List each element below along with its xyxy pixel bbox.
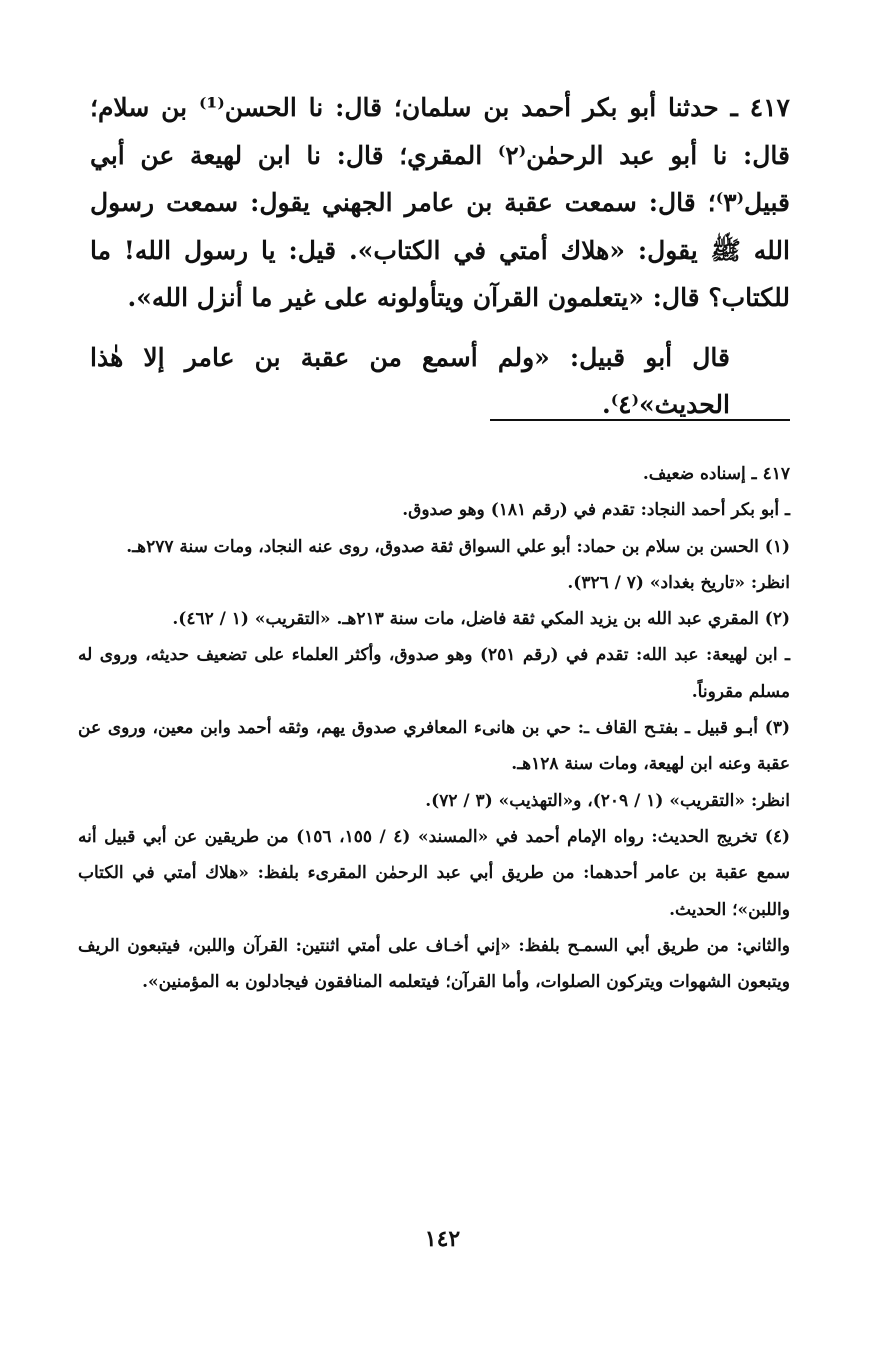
footnote-line: ـ ابن لهيعة: عبد الله: تقدم في (رقم ٢٥١) وهو صدوق، وأكثر العلماء على تضعيف حديثه، وروى له مسلم مقروناً. [78, 645, 790, 702]
footnote-line: (٢) المقري عبد الله بن يزيد المكي ثقة فاضل، مات سنة ٢١٣هـ. «التقريب» (١ / ٤٦٢). [172, 609, 790, 630]
footnote-line: ـ أبو بكر أحمد النجاد: تقدم في (رقم ١٨١) وهو صدوق. [402, 500, 790, 521]
footnotes [78, 456, 790, 1000]
footnote-line: انظر: «التقريب» (١ / ٢٠٩)، و«التهذيب» (٣ / ٧٢). [425, 790, 790, 811]
footnote-separator [490, 419, 790, 421]
footnote-line: (١) الحسن بن سلام بن حماد: أبو علي السواق ثقة صدوق، روى عنه النجاد، ومات سنة ٢٧٧هـ. [126, 536, 790, 557]
hadith-paragraph: ٤١٧ ـ حدثنا أبو بكر أحمد بن سلمان؛ قال: نا الحسن⁽¹⁾ بن سلام؛ قال: نا أبو عبد الرحمٰن⁽٢⁾ المقري؛ قال: نا ابن لهيعة عن أبي قبيل⁽٣⁾؛ قال: سمعت عقبة بن عامر الجهني يقول: سمعت رسول الله ﷺ يقول: «هلاك أمتي في الكتاب». قيل: يا رسول الله! ما للكتاب؟ قال: «يتعلمون القرآن ويتأولونه على غير ما أنزل الله». [90, 93, 790, 312]
main-text [90, 84, 790, 429]
footnote-line: (٤) تخريج الحديث: رواه الإمام أحمد في «المسند» (٤ / ١٥٥، ١٥٦) من طريقين عن أبي قبيل أنه سمع عقبة بن عامر أحدهما: من طريق أبي عبد الرحمٰن المقرىء بلفظ: «هلاك أمتي في الكتاب واللبن»؛ الحديث. [78, 826, 791, 920]
footnote-line: (٣) أبـو قبيل ـ بفتـح القاف ـ: حي بن هانىء المعافري صدوق يهم، وثقه أحمد وابن معين، وروى عن عقبة وعنه ابن لهيعة، ومات سنة ١٢٨هـ. [78, 718, 790, 775]
footnote-line: انظر: «تاريخ بغداد» (٧ / ٣٢٦). [567, 572, 790, 593]
narrator-remark: قال أبو قبيل: «ولم أسمع من عقبة بن عامر إلا هٰذا الحديث»⁽٤⁾. [90, 342, 730, 419]
footnote-line: والثاني: من طريق أبي السمـح بلفظ: «إني أخـاف على أمتي اثنتين: القرآن واللبن، فيتبعون الريف ويتبعون الشهوات ويتركون الصلوات، وأما القرآن؛ فيتعلمه المنافقون فيجادلون به المؤمنين». [78, 935, 790, 993]
page-number: ١٤٢ [424, 1226, 461, 1252]
footnote-line: ٤١٧ ـ إسناده ضعيف. [642, 464, 790, 484]
